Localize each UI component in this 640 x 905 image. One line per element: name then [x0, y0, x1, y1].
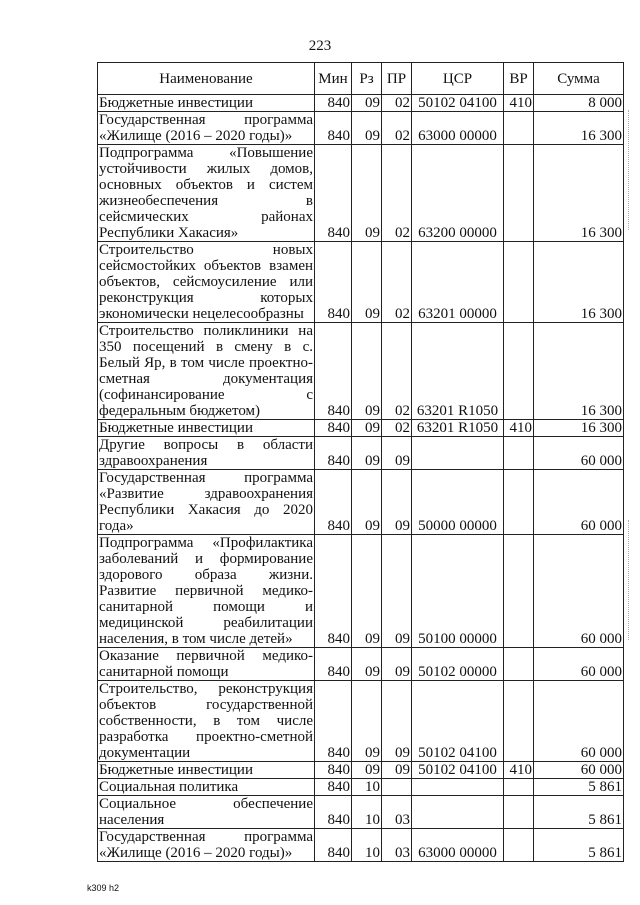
row-csr: 63000 00000 — [412, 829, 504, 862]
row-min: 840 — [315, 829, 352, 862]
row-rz: 10 — [352, 796, 382, 829]
row-pr: 02 — [382, 112, 412, 145]
row-csr — [412, 779, 504, 796]
table-row — [98, 145, 624, 242]
row-pr: 09 — [382, 762, 412, 779]
row-csr: 50000 00000 — [412, 470, 504, 535]
row-min: 840 — [315, 242, 352, 323]
table-row — [98, 437, 624, 470]
table-row — [98, 681, 624, 762]
row-vr — [504, 437, 534, 470]
header-csr: ЦСР — [412, 63, 504, 95]
row-name: Подпрограмма «Повышение устойчивости жилых домов, основных объектов и систем жизнеобеспечения в сейсмических районах Республики Хакасия» — [99, 145, 313, 241]
budget-table — [97, 62, 624, 862]
header-name: Наименование — [98, 63, 315, 95]
table-row — [98, 112, 624, 145]
row-min: 840 — [315, 437, 352, 470]
row-vr: 410 — [504, 95, 534, 112]
row-vr — [504, 648, 534, 681]
row-name: Государственная программа «Жилище (2016 – 2020 годы)» — [99, 829, 313, 861]
row-min: 840 — [315, 535, 352, 648]
row-min: 840 — [315, 323, 352, 420]
scan-edge-mark — [628, 520, 630, 640]
row-rz: 10 — [352, 829, 382, 862]
row-name: Оказание первичной медико-санитарной помощи — [99, 648, 313, 680]
row-rz: 09 — [352, 242, 382, 323]
row-rz: 09 — [352, 112, 382, 145]
table-row — [98, 470, 624, 535]
row-pr: 02 — [382, 95, 412, 112]
row-name: Бюджетные инвестиции — [98, 95, 315, 112]
row-name: Государственная программа «Развитие здравоохранения Республики Хакасия до 2020 года» — [99, 470, 313, 534]
row-vr — [504, 470, 534, 535]
row-sum: 5 861 — [534, 796, 624, 829]
row-rz: 09 — [352, 420, 382, 437]
row-rz: 09 — [352, 470, 382, 535]
row-vr — [504, 323, 534, 420]
row-rz: 09 — [352, 681, 382, 762]
row-sum: 16 300 — [534, 145, 624, 242]
row-csr: 50102 00000 — [412, 648, 504, 681]
row-sum: 5 861 — [534, 829, 624, 862]
row-min: 840 — [315, 681, 352, 762]
row-vr — [504, 112, 534, 145]
row-rz: 09 — [352, 323, 382, 420]
footer-code: k309 h2 — [87, 883, 120, 893]
row-min: 840 — [315, 762, 352, 779]
row-sum: 60 000 — [534, 437, 624, 470]
row-min: 840 — [315, 95, 352, 112]
table-row — [98, 796, 624, 829]
row-rz: 09 — [352, 535, 382, 648]
row-pr: 09 — [382, 681, 412, 762]
row-pr: 03 — [382, 796, 412, 829]
row-csr — [412, 437, 504, 470]
row-name: Социальное обеспечение населения — [99, 796, 313, 828]
row-name: Бюджетные инвестиции — [98, 762, 315, 779]
row-vr: 410 — [504, 762, 534, 779]
row-rz: 09 — [352, 437, 382, 470]
row-rz: 09 — [352, 95, 382, 112]
row-sum: 16 300 — [534, 242, 624, 323]
row-name: Строительство, реконструкция объектов государственной собственности, в том числе разработка проектно-сметной документации — [99, 681, 313, 761]
row-csr — [412, 796, 504, 829]
table-row — [98, 779, 624, 796]
row-min: 840 — [315, 420, 352, 437]
row-pr: 09 — [382, 648, 412, 681]
row-sum: 60 000 — [534, 535, 624, 648]
row-csr: 50102 04100 — [412, 681, 504, 762]
row-min: 840 — [315, 796, 352, 829]
header-vr: ВР — [504, 63, 534, 95]
row-name: Государственная программа «Жилище (2016 – 2020 годы)» — [99, 112, 313, 144]
row-min: 840 — [315, 648, 352, 681]
table-header-row — [98, 63, 624, 95]
page-number: 223 — [308, 38, 332, 54]
row-name: Строительство поликлиники на 350 посещений в смену в с. Белый Яр, в том числе проектно-сметная документация (софинансирование с федеральным бюджетом) — [99, 323, 313, 419]
row-rz: 09 — [352, 648, 382, 681]
row-csr: 63201 00000 — [412, 242, 504, 323]
table-row — [98, 420, 624, 437]
table-row — [98, 535, 624, 648]
row-pr: 09 — [382, 470, 412, 535]
row-min: 840 — [315, 112, 352, 145]
row-pr: 02 — [382, 145, 412, 242]
scan-edge-mark — [628, 110, 630, 230]
row-vr — [504, 242, 534, 323]
row-sum: 60 000 — [534, 762, 624, 779]
row-vr — [504, 535, 534, 648]
table-row — [98, 648, 624, 681]
header-pr: ПР — [382, 63, 412, 95]
row-vr — [504, 779, 534, 796]
row-sum: 16 300 — [534, 420, 624, 437]
row-pr — [382, 779, 412, 796]
header-sum: Сумма — [534, 63, 624, 95]
row-min: 840 — [315, 145, 352, 242]
row-pr: 02 — [382, 323, 412, 420]
row-sum: 5 861 — [534, 779, 624, 796]
row-vr — [504, 681, 534, 762]
row-csr: 63200 00000 — [412, 145, 504, 242]
row-pr: 09 — [382, 535, 412, 648]
row-csr: 50102 04100 — [412, 762, 504, 779]
row-sum: 60 000 — [534, 648, 624, 681]
row-min: 840 — [315, 470, 352, 535]
header-min: Мин — [315, 63, 352, 95]
row-vr — [504, 796, 534, 829]
row-vr — [504, 145, 534, 242]
row-csr: 50102 04100 — [412, 95, 504, 112]
row-name: Бюджетные инвестиции — [98, 420, 315, 437]
table-row — [98, 829, 624, 862]
row-rz: 09 — [352, 762, 382, 779]
row-sum: 8 000 — [534, 95, 624, 112]
row-vr — [504, 829, 534, 862]
row-name: Строительство новых сейсмостойких объектов взамен объектов, сейсмоусиление или реконструкция которых экономически нецелесообразны — [99, 242, 313, 322]
row-rz: 10 — [352, 779, 382, 796]
row-sum: 60 000 — [534, 681, 624, 762]
row-name: Другие вопросы в области здравоохранения — [99, 437, 313, 469]
row-sum: 16 300 — [534, 112, 624, 145]
table-row — [98, 95, 624, 112]
row-pr: 09 — [382, 437, 412, 470]
row-csr: 63201 R1050 — [412, 420, 504, 437]
table-row — [98, 242, 624, 323]
row-pr: 02 — [382, 420, 412, 437]
row-csr: 63201 R1050 — [412, 323, 504, 420]
row-name: Социальная политика — [98, 779, 315, 796]
row-csr: 63000 00000 — [412, 112, 504, 145]
row-pr: 03 — [382, 829, 412, 862]
header-rz: Рз — [352, 63, 382, 95]
row-vr: 410 — [504, 420, 534, 437]
row-name: Подпрограмма «Профилактика заболеваний и формирование здорового образа жизни. Развитие первичной медико-санитарной помощи и медицинской реабилитации населения, в том числе детей» — [99, 535, 313, 647]
row-sum: 60 000 — [534, 470, 624, 535]
row-pr: 02 — [382, 242, 412, 323]
row-csr: 50100 00000 — [412, 535, 504, 648]
table-row — [98, 762, 624, 779]
row-rz: 09 — [352, 145, 382, 242]
table-row — [98, 323, 624, 420]
row-min: 840 — [315, 779, 352, 796]
row-sum: 16 300 — [534, 323, 624, 420]
